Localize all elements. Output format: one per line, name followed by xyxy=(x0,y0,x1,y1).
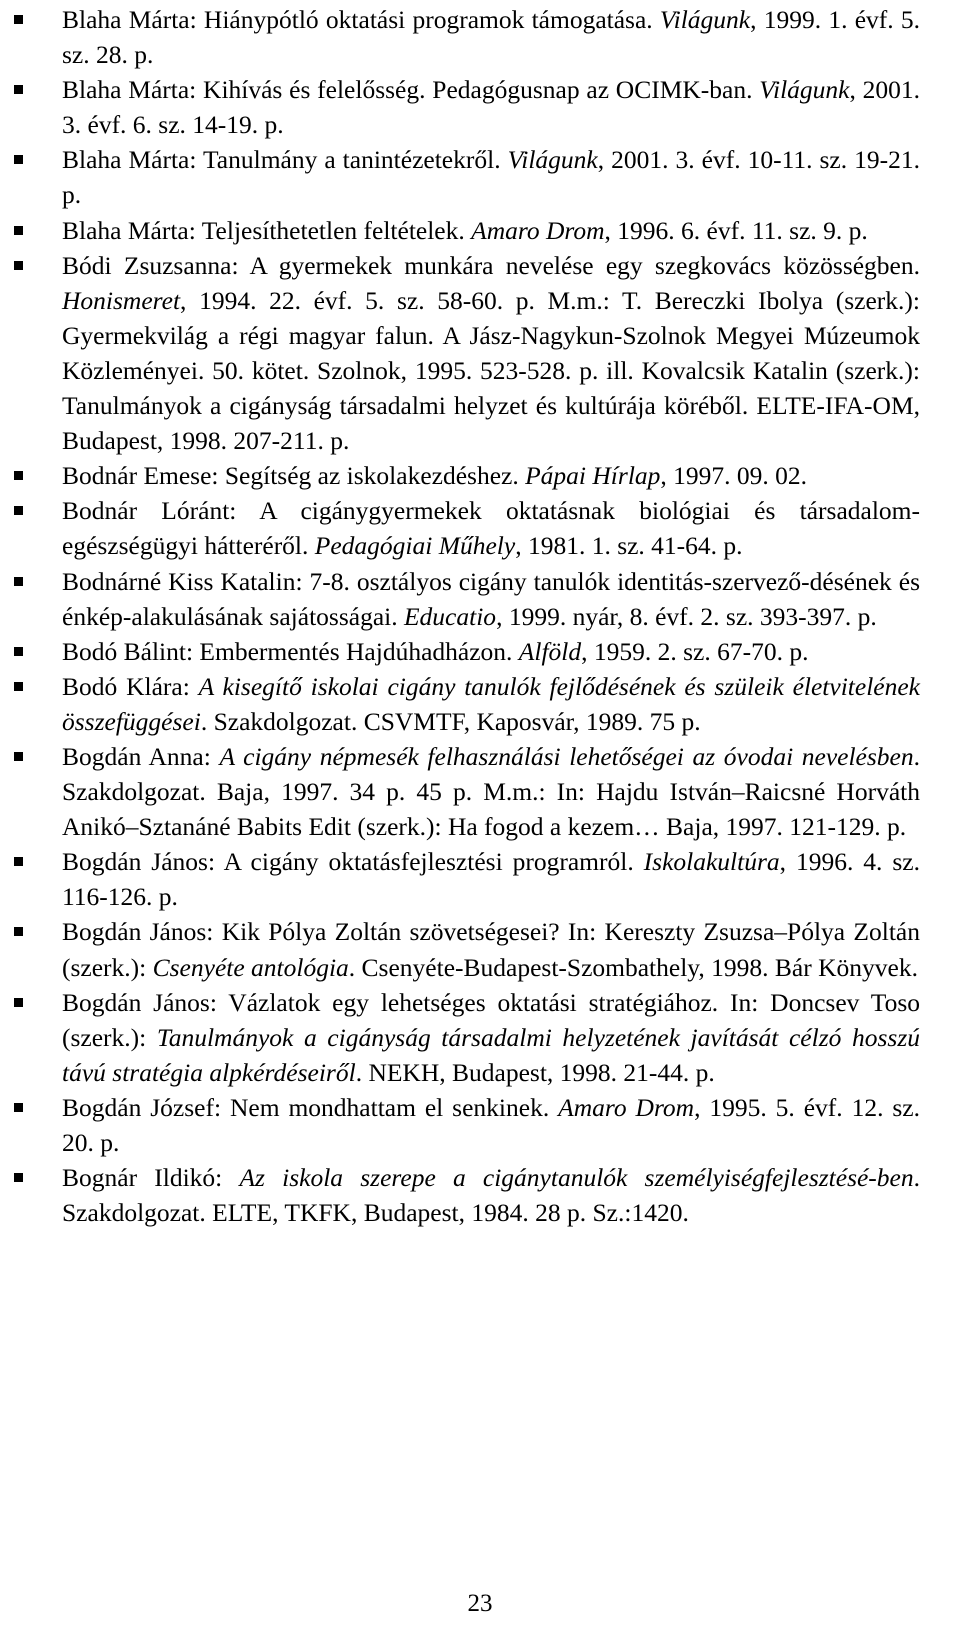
bibliography-entry xyxy=(0,634,960,669)
entry-text-part: . Csenyéte-Budapest-Szombathely, 1998. Bár Könyvek. xyxy=(348,952,918,982)
square-bullet-icon xyxy=(14,85,23,94)
entry-title-italic: Pedagógiai Műhely xyxy=(314,531,516,561)
entry-text xyxy=(62,847,920,911)
entry-text-part: , 1996. 4. sz. 116-126. p. xyxy=(62,847,920,912)
bibliography-list xyxy=(0,2,960,1230)
entry-text xyxy=(62,461,807,490)
entry-text-part: Blaha Márta: Kihívás és felelősség. Pedagógusnap az OCIMK-ban. xyxy=(62,75,760,105)
square-bullet-icon xyxy=(14,577,23,586)
bibliography-entry xyxy=(0,1160,960,1230)
entry-text xyxy=(62,5,920,69)
square-bullet-icon xyxy=(14,682,23,691)
entry-text xyxy=(62,145,920,209)
entry-text-part: Bogdán Anna: xyxy=(62,741,220,771)
entry-title-italic: Az iskola szerepe a cigánytanulók személyiségfejlesztésé-ben xyxy=(239,1163,914,1193)
square-bullet-icon xyxy=(14,927,23,936)
bibliography-entry xyxy=(0,844,960,914)
entry-text xyxy=(62,75,920,139)
entry-text xyxy=(62,672,920,736)
entry-text-part: , 1995. 5. évf. 12. sz. 20. p. xyxy=(62,1092,920,1157)
square-bullet-icon xyxy=(14,506,23,515)
bibliography-entry xyxy=(0,669,960,739)
entry-text-part: Bogdán János: A cigány oktatásfejlesztési programról. xyxy=(62,847,644,877)
square-bullet-icon xyxy=(14,15,23,24)
square-bullet-icon xyxy=(14,155,23,164)
entry-title-italic: Amaro Drom xyxy=(471,215,605,245)
page-number: 23 xyxy=(467,1590,493,1617)
bibliography-entry xyxy=(0,2,960,72)
entry-text-part: , 1999. nyár, 8. évf. 2. sz. 393-397. p. xyxy=(496,601,877,631)
entry-text xyxy=(62,567,920,631)
entry-text xyxy=(62,988,920,1087)
entry-text xyxy=(62,216,868,245)
entry-text-part: . Szakdolgozat. ELTE, TKFK, Budapest, 1984. 28 p. Sz.:1420. xyxy=(62,1163,920,1228)
entry-title-italic: Csenyéte antológia xyxy=(152,952,349,982)
entry-text-part: , 2001. 3. évf. 6. sz. 14-19. p. xyxy=(62,75,921,140)
entry-text-part: Bódi Zsuzsanna: A gyermekek munkára nevelése egy szegkovács közösségben. xyxy=(62,250,920,280)
entry-title-italic: Educatio xyxy=(403,601,497,631)
entry-text xyxy=(62,496,920,560)
square-bullet-icon xyxy=(14,857,23,866)
entry-text-part: Bodó Bálint: Embermentés Hajdúhadházon. xyxy=(62,636,519,666)
bibliography-entry xyxy=(0,248,960,459)
entry-text xyxy=(62,1163,920,1227)
entry-title-italic: Honismeret xyxy=(62,285,181,315)
square-bullet-icon xyxy=(14,647,23,656)
entry-text-part: , 1996. 6. évf. 11. sz. 9. p. xyxy=(604,215,868,245)
bibliography-entry xyxy=(0,493,960,563)
entry-text-part: . NEKH, Budapest, 1998. 21-44. p. xyxy=(355,1057,715,1087)
entry-title-italic: A cigány népmesék felhasználási lehetőségei az óvodai nevelésben xyxy=(219,741,914,771)
entry-text-part: , 1959. 2. sz. 67-70. p. xyxy=(581,636,809,666)
entry-title-italic: Világunk xyxy=(507,145,598,175)
square-bullet-icon xyxy=(14,471,23,480)
entry-text-part: , 1997. 09. 02. xyxy=(660,461,808,491)
entry-title-italic: Világunk xyxy=(759,75,850,105)
entry-text-part: Bogdán József: Nem mondhattam el senkinek. xyxy=(62,1092,559,1122)
entry-text-part: Blaha Márta: Teljesíthetetlen feltételek. xyxy=(62,215,472,245)
entry-text-part: Bognár Ildikó: xyxy=(62,1163,240,1193)
entry-title-italic: A kisegítő iskolai cigány tanulók fejlődésének és szüleik életvitelének összefüggései xyxy=(62,671,920,736)
entry-text-part: Bodnár Emese: Segítség az iskolakezdéshez. xyxy=(62,461,526,491)
entry-text xyxy=(62,1093,920,1157)
entry-text-part: , 1999. 1. évf. 5. sz. 28. p. xyxy=(62,5,920,70)
square-bullet-icon xyxy=(14,261,23,270)
bibliography-entry xyxy=(0,1090,960,1160)
entry-text-part: . Szakdolgozat. CSVMTF, Kaposvár, 1989. 75 p. xyxy=(200,706,701,736)
entry-text xyxy=(62,917,920,981)
square-bullet-icon xyxy=(14,998,23,1007)
bibliography-entry xyxy=(0,458,960,493)
entry-text-part: , 1981. 1. sz. 41-64. p. xyxy=(515,531,743,561)
bibliography-entry xyxy=(0,914,960,984)
entry-title-italic: Iskolakultúra xyxy=(643,847,780,877)
bibliography-entry xyxy=(0,213,960,248)
square-bullet-icon xyxy=(14,226,23,235)
entry-text-part: Bodnárné Kiss Katalin: 7-8. osztályos cigány tanulók identitás-szervező-désének és énkép-alakulásának sajátosságai. xyxy=(62,566,920,631)
entry-title-italic: Tanulmányok a cigányság társadalmi helyzetének javítását célzó hosszú távú stratégia alpkérdéseiről xyxy=(62,1022,920,1087)
entry-title-italic: Világunk xyxy=(659,5,751,34)
entry-title-italic: Amaro Drom xyxy=(558,1092,695,1122)
entry-text-part: Bodó Klára: xyxy=(62,671,199,701)
entry-text-part: , 1994. 22. évf. 5. sz. 58-60. p. M.m.: T. Bereczki Ibolya (szerk.): Gyermekvilág a régi magyar falun. A Jász-Nagykun-Szolnok Megyei Múzeumok Közleményei. 50. kötet. Szolnok, 1995. 523-528. p. ill. Kovalcsik Katalin (szerk.): Tanulmányok a cigányság társadalmi helyzet és kultúrája köréből. ELTE-IFA-OM, Budapest, 1998. 207-211. p. xyxy=(62,285,920,456)
bibliography-entry xyxy=(0,985,960,1090)
entry-text-part: Blaha Márta: Hiánypótló oktatási programok támogatása. xyxy=(62,5,660,34)
bibliography-entry xyxy=(0,72,960,142)
bibliography-entry xyxy=(0,142,960,212)
entry-text xyxy=(62,637,808,666)
entry-title-italic: Alföld xyxy=(518,636,582,666)
entry-text-part: Bogdán János: Vázlatok egy lehetséges oktatási stratégiához. In: Doncsev Toso (szerk.): xyxy=(62,987,920,1052)
square-bullet-icon xyxy=(14,1173,23,1182)
bibliography-entry xyxy=(0,564,960,634)
entry-text xyxy=(62,251,920,455)
entry-text xyxy=(62,742,920,841)
entry-text-part: Blaha Márta: Tanulmány a tanintézetekről. xyxy=(62,145,508,175)
entry-title-italic: Pápai Hírlap xyxy=(525,461,661,491)
bibliography-entry xyxy=(0,739,960,844)
entry-text-part: Bogdán János: Kik Pólya Zoltán szövetségesei? In: Kereszty Zsuzsa–Pólya Zoltán (szerk.): xyxy=(62,917,920,982)
entry-text-part: , 2001. 3. évf. 10-11. sz. 19-21. p. xyxy=(62,145,920,210)
entry-text-part: . Szakdolgozat. Baja, 1997. 34 p. 45 p. M.m.: In: Hajdu István–Raicsné Horváth Anikó–Sztanáné Babits Edit (szerk.): Ha fogod a kezem… Baja, 1997. 121-129. p. xyxy=(62,741,920,842)
square-bullet-icon xyxy=(14,752,23,761)
entry-text-part: Bodnár Lóránt: A cigánygyermekek oktatásnak biológiai és társadalom-egészségügyi hátteréről. xyxy=(62,496,920,561)
square-bullet-icon xyxy=(14,1103,23,1112)
